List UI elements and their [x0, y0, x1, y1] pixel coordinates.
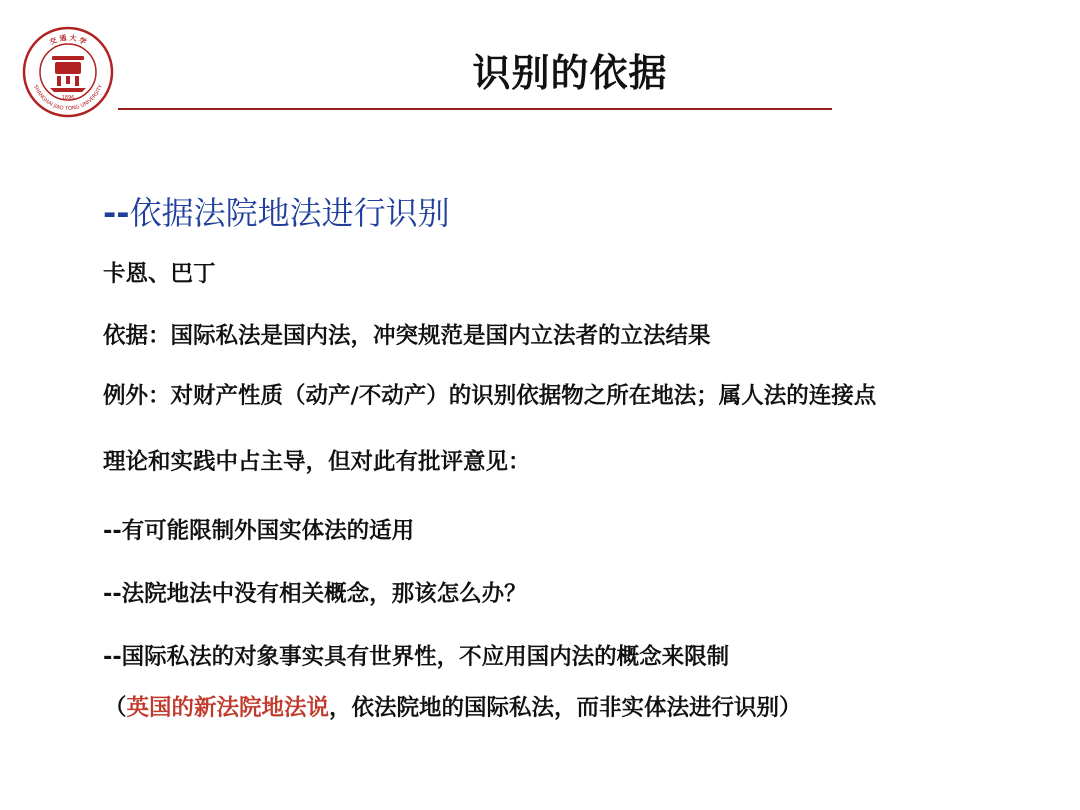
critique-line-2: --法院地法中没有相关概念，那该怎么办？	[103, 581, 527, 607]
slide-title: 识别的依据	[472, 51, 668, 95]
note-rest: ，依法院地的国际私法，而非实体法进行识别）	[329, 695, 802, 721]
subheading-text: 依据法院地法进行识别	[129, 194, 450, 232]
note-open-paren: （	[104, 695, 127, 721]
title-underline	[118, 108, 832, 110]
theory-line: 理论和实践中占主导，但对此有批评意见：	[103, 449, 531, 475]
subheading-prefix: --	[103, 194, 130, 232]
exception-line: 例外：对财产性质（动产/不动产）的识别依据物之所在地法；属人法的连接点	[103, 383, 877, 409]
university-seal-logo	[22, 26, 114, 118]
note-line	[104, 690, 802, 722]
seal-bottom-text: SHANGHAI JIAO TONG UNIVERSITY	[32, 84, 104, 113]
basis-line: 依据：国际私法是国内法，冲突规范是国内立法者的立法结果	[103, 323, 711, 349]
subheading	[103, 188, 450, 234]
critique-line-3: --国际私法的对象事实具有世界性，不应用国内法的概念来限制	[103, 644, 730, 670]
note-highlight: 英国的新法院地法说	[126, 695, 330, 721]
scholars-line: 卡恩、巴丁	[103, 261, 216, 287]
critique-line-1: --有可能限制外国实体法的适用	[103, 518, 415, 544]
seal-year: 1896	[61, 95, 75, 101]
seal-top-text: 交 通 大 学	[48, 33, 88, 47]
